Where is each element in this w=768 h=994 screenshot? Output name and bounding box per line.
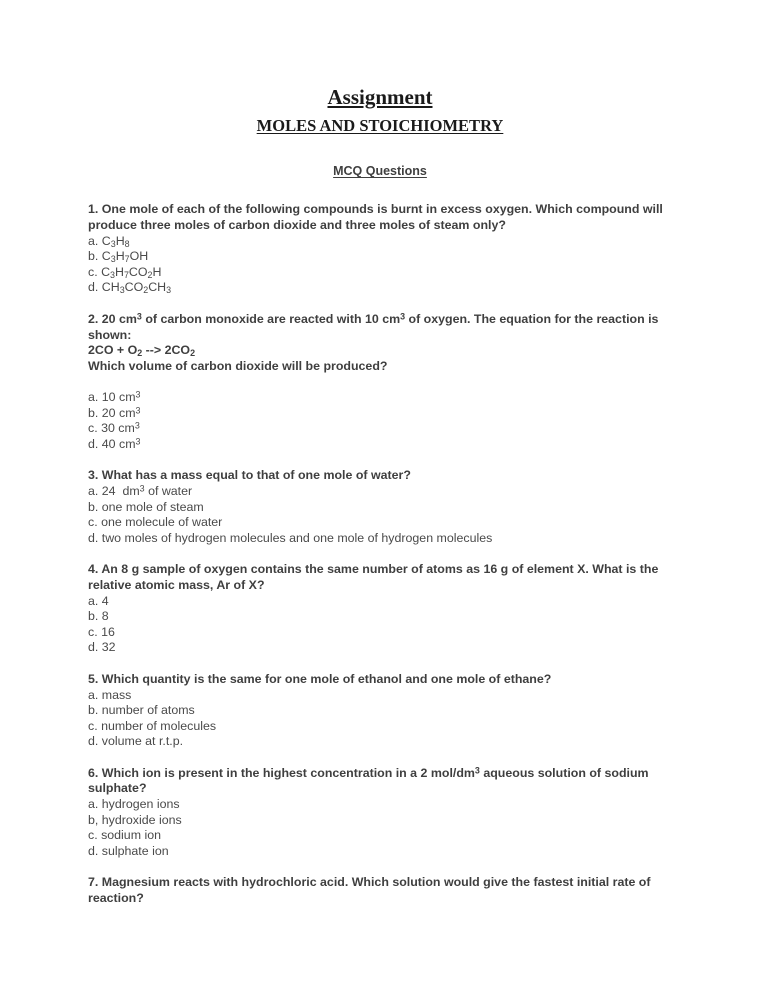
question-block [88, 875, 672, 906]
question-block [88, 468, 672, 546]
question-stem: 2. 20 $cm^3$ of carbon monoxide are reacted with 10 $cm^3$ of oxygen. The equation for the reaction is shown: [88, 311, 662, 342]
option-item[interactable]: a. 4 [88, 593, 109, 608]
document-subtitle [88, 110, 672, 136]
question-followup: Which volume of carbon dioxide will be produced? [88, 358, 388, 373]
document-content [88, 0, 672, 923]
option-item[interactable]: d. sulphate ion [88, 843, 169, 858]
option-item[interactable]: b. one mole of steam [88, 499, 204, 514]
question-equation: $2CO + O_2$ --> $2CO_2$ [88, 343, 196, 359]
option-item[interactable]: d. $CH_3CO_2CH_3$ [88, 280, 172, 296]
option-item[interactable]: b. 8 [88, 609, 109, 624]
option-item[interactable]: c. one molecule of water [88, 515, 223, 530]
option-list [88, 374, 672, 452]
option-item[interactable]: a. 10 $cm^3$ [88, 389, 141, 405]
page-title-text: Assignment [327, 85, 433, 109]
option-list [88, 484, 672, 546]
question-block [88, 672, 672, 750]
section-heading-text: MCQ Questions [333, 164, 427, 179]
question-block [88, 312, 672, 452]
question-stem: 3. What has a mass equal to that of one mole of water? [88, 468, 411, 483]
question-block [88, 202, 672, 296]
option-item[interactable]: d. volume at r.t.p. [88, 734, 184, 749]
option-item[interactable]: a. mass [88, 687, 132, 702]
page-title [88, 0, 672, 110]
question-stem: 6. Which ion is present in the highest concentration in a 2 mol/$dm^3$ aqueous solution of sodium sulphate? [88, 765, 652, 796]
question-block [88, 766, 672, 860]
option-item[interactable]: c. $C_3H_7CO_2H$ [88, 264, 162, 281]
option-list [88, 594, 672, 656]
option-item[interactable]: d. 32 [88, 640, 116, 655]
question-stem: 4. An 8 g sample of oxygen contains the same number of atoms as 16 g of element X. What is the relative atomic mass, Ar of X? [88, 562, 662, 592]
option-item[interactable]: a. $C_3H_8$ [88, 233, 130, 249]
document-subtitle-text: MOLES AND STOICHIOMETRY [256, 115, 504, 135]
option-item[interactable]: d. 40 $cm^3$ [88, 436, 141, 451]
option-list [88, 234, 672, 296]
option-item[interactable]: c. sodium ion [88, 828, 162, 843]
question-stem: 1. One mole of each of the following compounds is burnt in excess oxygen. Which compound will produce three moles of carbon dioxide and three moles of steam only? [88, 202, 667, 233]
option-item[interactable]: b. number of atoms [88, 703, 195, 718]
option-item[interactable]: c. 30 $cm^3$ [88, 420, 140, 436]
option-item[interactable]: b, hydroxide ions [88, 812, 182, 827]
option-item[interactable]: a. hydrogen ions [88, 797, 180, 812]
question-list [88, 179, 672, 906]
option-item[interactable]: c. number of molecules [88, 718, 217, 733]
option-item[interactable]: b. 20 $cm^3$ [88, 404, 141, 420]
option-list [88, 797, 672, 859]
section-heading-mcq [88, 135, 672, 179]
question-stem: 7. Magnesium reacts with hydrochloric acid. Which solution would give the fastest initial rate of reaction? [88, 875, 654, 906]
question-block [88, 562, 672, 656]
option-item[interactable]: c. 16 [88, 624, 115, 639]
option-item[interactable]: a. 24 $dm^3$ of water [88, 483, 193, 498]
option-item[interactable]: d. two moles of hydrogen molecules and one mole of hydrogen molecules [88, 530, 493, 545]
option-list [88, 688, 672, 750]
option-item[interactable]: b. $C_3H_7OH$ [88, 249, 149, 265]
question-stem: 5. Which quantity is the same for one mole of ethanol and one mole of ethane? [88, 671, 552, 686]
